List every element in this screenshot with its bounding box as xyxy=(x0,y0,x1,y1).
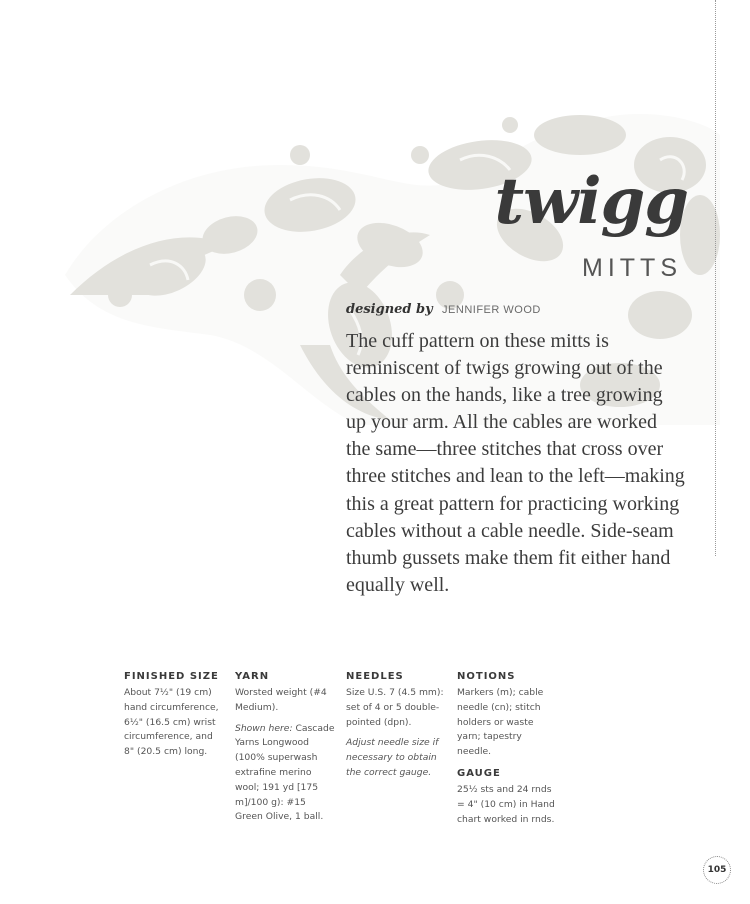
byline-label: designed by xyxy=(346,302,433,317)
finished-size-text: About 7½" (19 cm) hand circumference, 6½" (16.5 cm) wrist circumference, and 8" (20.5 cm) long. xyxy=(124,687,219,758)
pattern-subtitle: MITTS xyxy=(582,254,682,282)
needles-column xyxy=(346,671,446,787)
page-number: 105 xyxy=(703,856,731,884)
intro-paragraph: The cuff pattern on these mitts is reminiscent of twigs growing out of the cables on the hands, like a tree growing up your arm. All the cables are worked the same—three stitches that cross over three stitches and lean to the left—making this a great pattern for practicing working cables without a cable needle. Side-seam thumb gussets make them fit either hand equally well. xyxy=(346,330,685,596)
yarn-column xyxy=(235,671,335,831)
yarn-heading: YARN xyxy=(235,671,270,682)
shown-here-text: Cascade Yarns Longwood (100% superwash extrafine merino wool; 191 yd [175 m]/100 g): #15 Green Olive, 1 ball. xyxy=(235,722,335,823)
needles-heading: NEEDLES xyxy=(346,671,404,682)
finished-size-heading: FINISHED SIZE xyxy=(124,671,219,682)
designer-byline xyxy=(346,302,541,317)
yarn-shown-here xyxy=(235,722,335,826)
notions-heading: NOTIONS xyxy=(457,671,516,682)
notions-column xyxy=(457,671,557,833)
finished-size-column xyxy=(124,671,224,766)
shown-here-label: Shown here: xyxy=(235,722,293,734)
dotted-margin-rule xyxy=(715,0,716,556)
needles-text: Size U.S. 7 (4.5 mm): set of 4 or 5 double-pointed (dpn). xyxy=(346,687,444,728)
yarn-text: Worsted weight (#4 Medium). xyxy=(235,687,327,713)
needles-note: Adjust needle size if necessary to obtain the correct gauge. xyxy=(346,737,439,778)
notions-text: Markers (m); cable needle (cn); stitch holders or waste yarn; tapestry needle. xyxy=(457,687,544,758)
pattern-specs xyxy=(124,671,574,841)
gauge-heading: GAUGE xyxy=(457,767,501,779)
pattern-title: twigg xyxy=(494,164,688,239)
gauge-text: 25½ sts and 24 rnds = 4" (10 cm) in Hand chart worked in rnds. xyxy=(457,783,555,825)
designer-name: JENNIFER WOOD xyxy=(442,304,541,316)
